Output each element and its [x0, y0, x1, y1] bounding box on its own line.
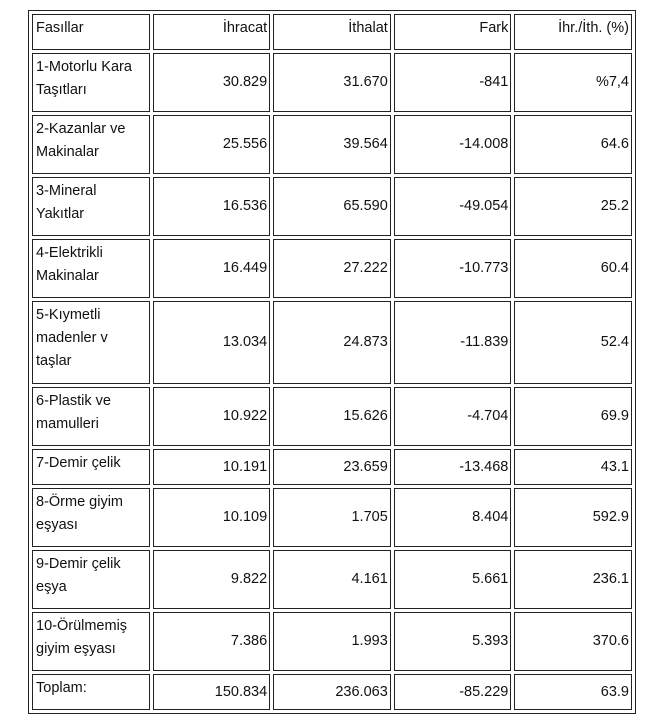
cell-fasil-name: 10-Örülmemiş giyim eşyası — [32, 612, 150, 671]
cell-ihracat: 10.922 — [153, 387, 271, 446]
cell-fark: 5.393 — [394, 612, 512, 671]
cell-ithalat: 31.670 — [273, 53, 391, 112]
cell-fasil-name: 1-Motorlu Kara Taşıtları — [32, 53, 150, 112]
cell-ratio: 236.1 — [514, 550, 632, 609]
cell-fasil-name: 3-Mineral Yakıtlar — [32, 177, 150, 236]
table-row — [32, 115, 632, 174]
cell-ratio: %7,4 — [514, 53, 632, 112]
cell-ihracat: 13.034 — [153, 301, 271, 384]
cell-ihracat: 16.449 — [153, 239, 271, 298]
cell-ithalat: 4.161 — [273, 550, 391, 609]
cell-fark: 8.404 — [394, 488, 512, 547]
cell-ithalat: 65.590 — [273, 177, 391, 236]
cell-ihracat: 16.536 — [153, 177, 271, 236]
cell-fark: -841 — [394, 53, 512, 112]
cell-ithalat: 236.063 — [273, 674, 391, 710]
cell-fark: -49.054 — [394, 177, 512, 236]
table-row — [32, 488, 632, 547]
cell-fasil-name: 8-Örme giyim eşyası — [32, 488, 150, 547]
cell-ihracat: 9.822 — [153, 550, 271, 609]
table-header-row — [32, 14, 632, 50]
cell-ithalat: 24.873 — [273, 301, 391, 384]
cell-ithalat: 1.993 — [273, 612, 391, 671]
cell-ithalat: 27.222 — [273, 239, 391, 298]
table-row — [32, 301, 632, 384]
table-row — [32, 612, 632, 671]
cell-ithalat: 23.659 — [273, 449, 391, 485]
header-fasillar: Fasıllar — [32, 14, 150, 50]
cell-ihracat: 150.834 — [153, 674, 271, 710]
table-row — [32, 239, 632, 298]
cell-ihracat: 7.386 — [153, 612, 271, 671]
cell-fark: -85.229 — [394, 674, 512, 710]
table-row — [32, 449, 632, 485]
cell-ratio: 370.6 — [514, 612, 632, 671]
cell-ihracat: 10.109 — [153, 488, 271, 547]
cell-fasil-name: 9-Demir çelik eşya — [32, 550, 150, 609]
cell-fark: -13.468 — [394, 449, 512, 485]
cell-ihracat: 25.556 — [153, 115, 271, 174]
cell-fasil-name: 2-Kazanlar ve Makinalar — [32, 115, 150, 174]
header-ihracat: İhracat — [153, 14, 271, 50]
cell-fark: 5.661 — [394, 550, 512, 609]
cell-ratio: 69.9 — [514, 387, 632, 446]
cell-ithalat: 39.564 — [273, 115, 391, 174]
cell-ratio: 64.6 — [514, 115, 632, 174]
cell-ratio: 52.4 — [514, 301, 632, 384]
cell-ithalat: 1.705 — [273, 488, 391, 547]
header-ratio: İhr./İth. (%) — [514, 14, 632, 50]
trade-table — [29, 11, 635, 713]
cell-fasil-name: Toplam: — [32, 674, 150, 710]
cell-ratio: 60.4 — [514, 239, 632, 298]
cell-fark: -10.773 — [394, 239, 512, 298]
cell-ratio: 592.9 — [514, 488, 632, 547]
cell-fark: -11.839 — [394, 301, 512, 384]
cell-fasil-name: 5-Kıymetli madenler v taşlar — [32, 301, 150, 384]
cell-ihracat: 30.829 — [153, 53, 271, 112]
cell-ratio: 63.9 — [514, 674, 632, 710]
cell-fasil-name: 7-Demir çelik — [32, 449, 150, 485]
table-total-row — [32, 674, 632, 710]
cell-ithalat: 15.626 — [273, 387, 391, 446]
header-fark: Fark — [394, 14, 512, 50]
cell-fasil-name: 6-Plastik ve mamulleri — [32, 387, 150, 446]
table-row — [32, 53, 632, 112]
cell-ratio: 43.1 — [514, 449, 632, 485]
table-row — [32, 550, 632, 609]
cell-ihracat: 10.191 — [153, 449, 271, 485]
cell-fasil-name: 4-Elektrikli Makinalar — [32, 239, 150, 298]
cell-fark: -14.008 — [394, 115, 512, 174]
table-row — [32, 177, 632, 236]
table-row — [32, 387, 632, 446]
cell-ratio: 25.2 — [514, 177, 632, 236]
trade-table-frame — [28, 10, 636, 714]
cell-fark: -4.704 — [394, 387, 512, 446]
header-ithalat: İthalat — [273, 14, 391, 50]
